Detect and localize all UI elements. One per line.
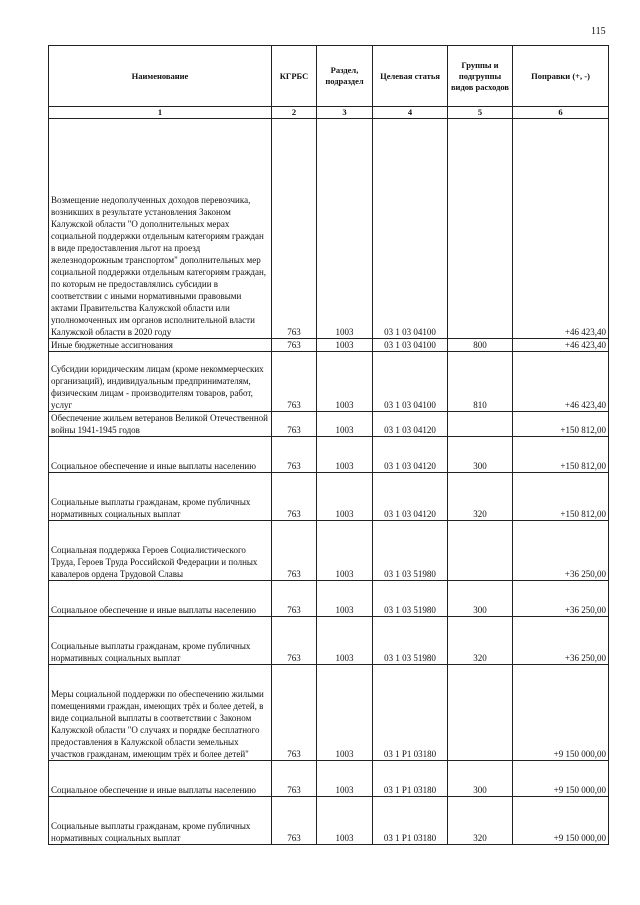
column-number: 2 [272,107,317,119]
row-kgrbs: 763 [272,352,317,412]
row-section: 1003 [317,665,373,761]
row-target: 03 1 P1 03180 [373,761,448,797]
row-amount: +150 812,00 [513,437,609,473]
row-name: Субсидии юридическим лицам (кроме некоммерческих организаций), индивидуальным предпринимателям, физическим лицам - производителям товаров, работ, услуг [49,352,272,412]
table-row [49,119,609,339]
row-name: Возмещение недополученных доходов перевозчика, возникших в результате установления Законом Калужской области "О дополнительных мерах социальной поддержки отдельным категориям граждан в виде предоставления льгот на проезд железнодорожным транспортом" дополнительных мер социальной поддержки отдельным категориям граждан, по которым не предоставлялись субсидии в соответствии с иными нормативными правовыми актами Правительства Калужской области или уполномоченных им органов исполнительной власти Калужской области в 2020 году [49,119,272,339]
row-section: 1003 [317,119,373,339]
row-kgrbs: 763 [272,437,317,473]
row-kgrbs: 763 [272,412,317,437]
row-group: 320 [448,617,513,665]
row-group [448,119,513,339]
row-section: 1003 [317,473,373,521]
table-row [49,437,609,473]
row-group [448,665,513,761]
row-kgrbs: 763 [272,473,317,521]
row-section: 1003 [317,412,373,437]
row-target: 03 1 03 04100 [373,352,448,412]
row-kgrbs: 763 [272,665,317,761]
table-row [49,473,609,521]
row-amount: +46 423,40 [513,119,609,339]
row-target: 03 1 P1 03180 [373,797,448,845]
row-amount: +150 812,00 [513,412,609,437]
row-group [448,521,513,581]
row-group: 320 [448,797,513,845]
row-kgrbs: 763 [272,617,317,665]
row-group [448,412,513,437]
column-number: 5 [448,107,513,119]
row-section: 1003 [317,339,373,352]
row-group: 810 [448,352,513,412]
row-name: Социальные выплаты гражданам, кроме публичных нормативных социальных выплат [49,797,272,845]
row-section: 1003 [317,617,373,665]
row-section: 1003 [317,521,373,581]
row-amount: +36 250,00 [513,521,609,581]
row-kgrbs: 763 [272,581,317,617]
row-section: 1003 [317,437,373,473]
table-row [49,797,609,845]
row-kgrbs: 763 [272,339,317,352]
row-group: 320 [448,473,513,521]
row-target: 03 1 03 04120 [373,412,448,437]
column-number: 4 [373,107,448,119]
row-target: 03 1 P1 03180 [373,665,448,761]
row-amount: +150 812,00 [513,473,609,521]
table-header-row [49,46,609,107]
row-amount: +9 150 000,00 [513,665,609,761]
row-name: Социальные выплаты гражданам, кроме публичных нормативных социальных выплат [49,473,272,521]
table-row [49,581,609,617]
row-target: 03 1 03 51980 [373,617,448,665]
table-row [49,761,609,797]
row-name: Обеспечение жильем ветеранов Великой Отечественной войны 1941-1945 годов [49,412,272,437]
header-name: Наименование [49,46,272,107]
column-number: 3 [317,107,373,119]
row-name: Социальная поддержка Героев Социалистического Труда, Героев Труда Российской Федерации и полных кавалеров ордена Трудовой Славы [49,521,272,581]
row-kgrbs: 763 [272,797,317,845]
column-number: 6 [513,107,609,119]
row-kgrbs: 763 [272,119,317,339]
row-name: Иные бюджетные ассигнования [49,339,272,352]
row-target: 03 1 03 51980 [373,581,448,617]
table-row [49,521,609,581]
row-section: 1003 [317,581,373,617]
table-row [49,339,609,352]
page-number: 115 [591,26,606,37]
table-row [49,352,609,412]
row-amount: +46 423,40 [513,352,609,412]
row-kgrbs: 763 [272,761,317,797]
budget-table [48,45,609,845]
row-target: 03 1 03 04120 [373,437,448,473]
row-group: 800 [448,339,513,352]
header-group: Группы и подгруппы видов расходов [448,46,513,107]
row-amount: +36 250,00 [513,617,609,665]
row-name: Меры социальной поддержки по обеспечению жилыми помещениями граждан, имеющих трёх и более детей, в виде социальной выплаты в соответствии с Законом Калужской области "О случаях и порядке бесплатного предоставления в Калужской области земельных участков гражданам, имеющим трёх и более детей" [49,665,272,761]
table-row [49,665,609,761]
header-section: Раздел, подраздел [317,46,373,107]
row-target: 03 1 03 04100 [373,339,448,352]
row-name: Социальные выплаты гражданам, кроме публичных нормативных социальных выплат [49,617,272,665]
row-name: Социальное обеспечение и иные выплаты населению [49,437,272,473]
row-kgrbs: 763 [272,521,317,581]
table-row [49,412,609,437]
row-target: 03 1 03 04100 [373,119,448,339]
header-target: Целевая статья [373,46,448,107]
header-amount: Поправки (+, -) [513,46,609,107]
row-target: 03 1 03 51980 [373,521,448,581]
row-group: 300 [448,581,513,617]
row-section: 1003 [317,352,373,412]
row-section: 1003 [317,797,373,845]
table-body [49,119,609,845]
row-name: Социальное обеспечение и иные выплаты населению [49,761,272,797]
row-amount: +9 150 000,00 [513,761,609,797]
row-target: 03 1 03 04120 [373,473,448,521]
row-group: 300 [448,437,513,473]
row-amount: +9 150 000,00 [513,797,609,845]
column-number: 1 [49,107,272,119]
table-row [49,617,609,665]
row-name: Социальное обеспечение и иные выплаты населению [49,581,272,617]
row-section: 1003 [317,761,373,797]
row-amount: +36 250,00 [513,581,609,617]
row-amount: +46 423,40 [513,339,609,352]
header-kgrbs: КГРБС [272,46,317,107]
column-number-row [49,107,609,119]
row-group: 300 [448,761,513,797]
